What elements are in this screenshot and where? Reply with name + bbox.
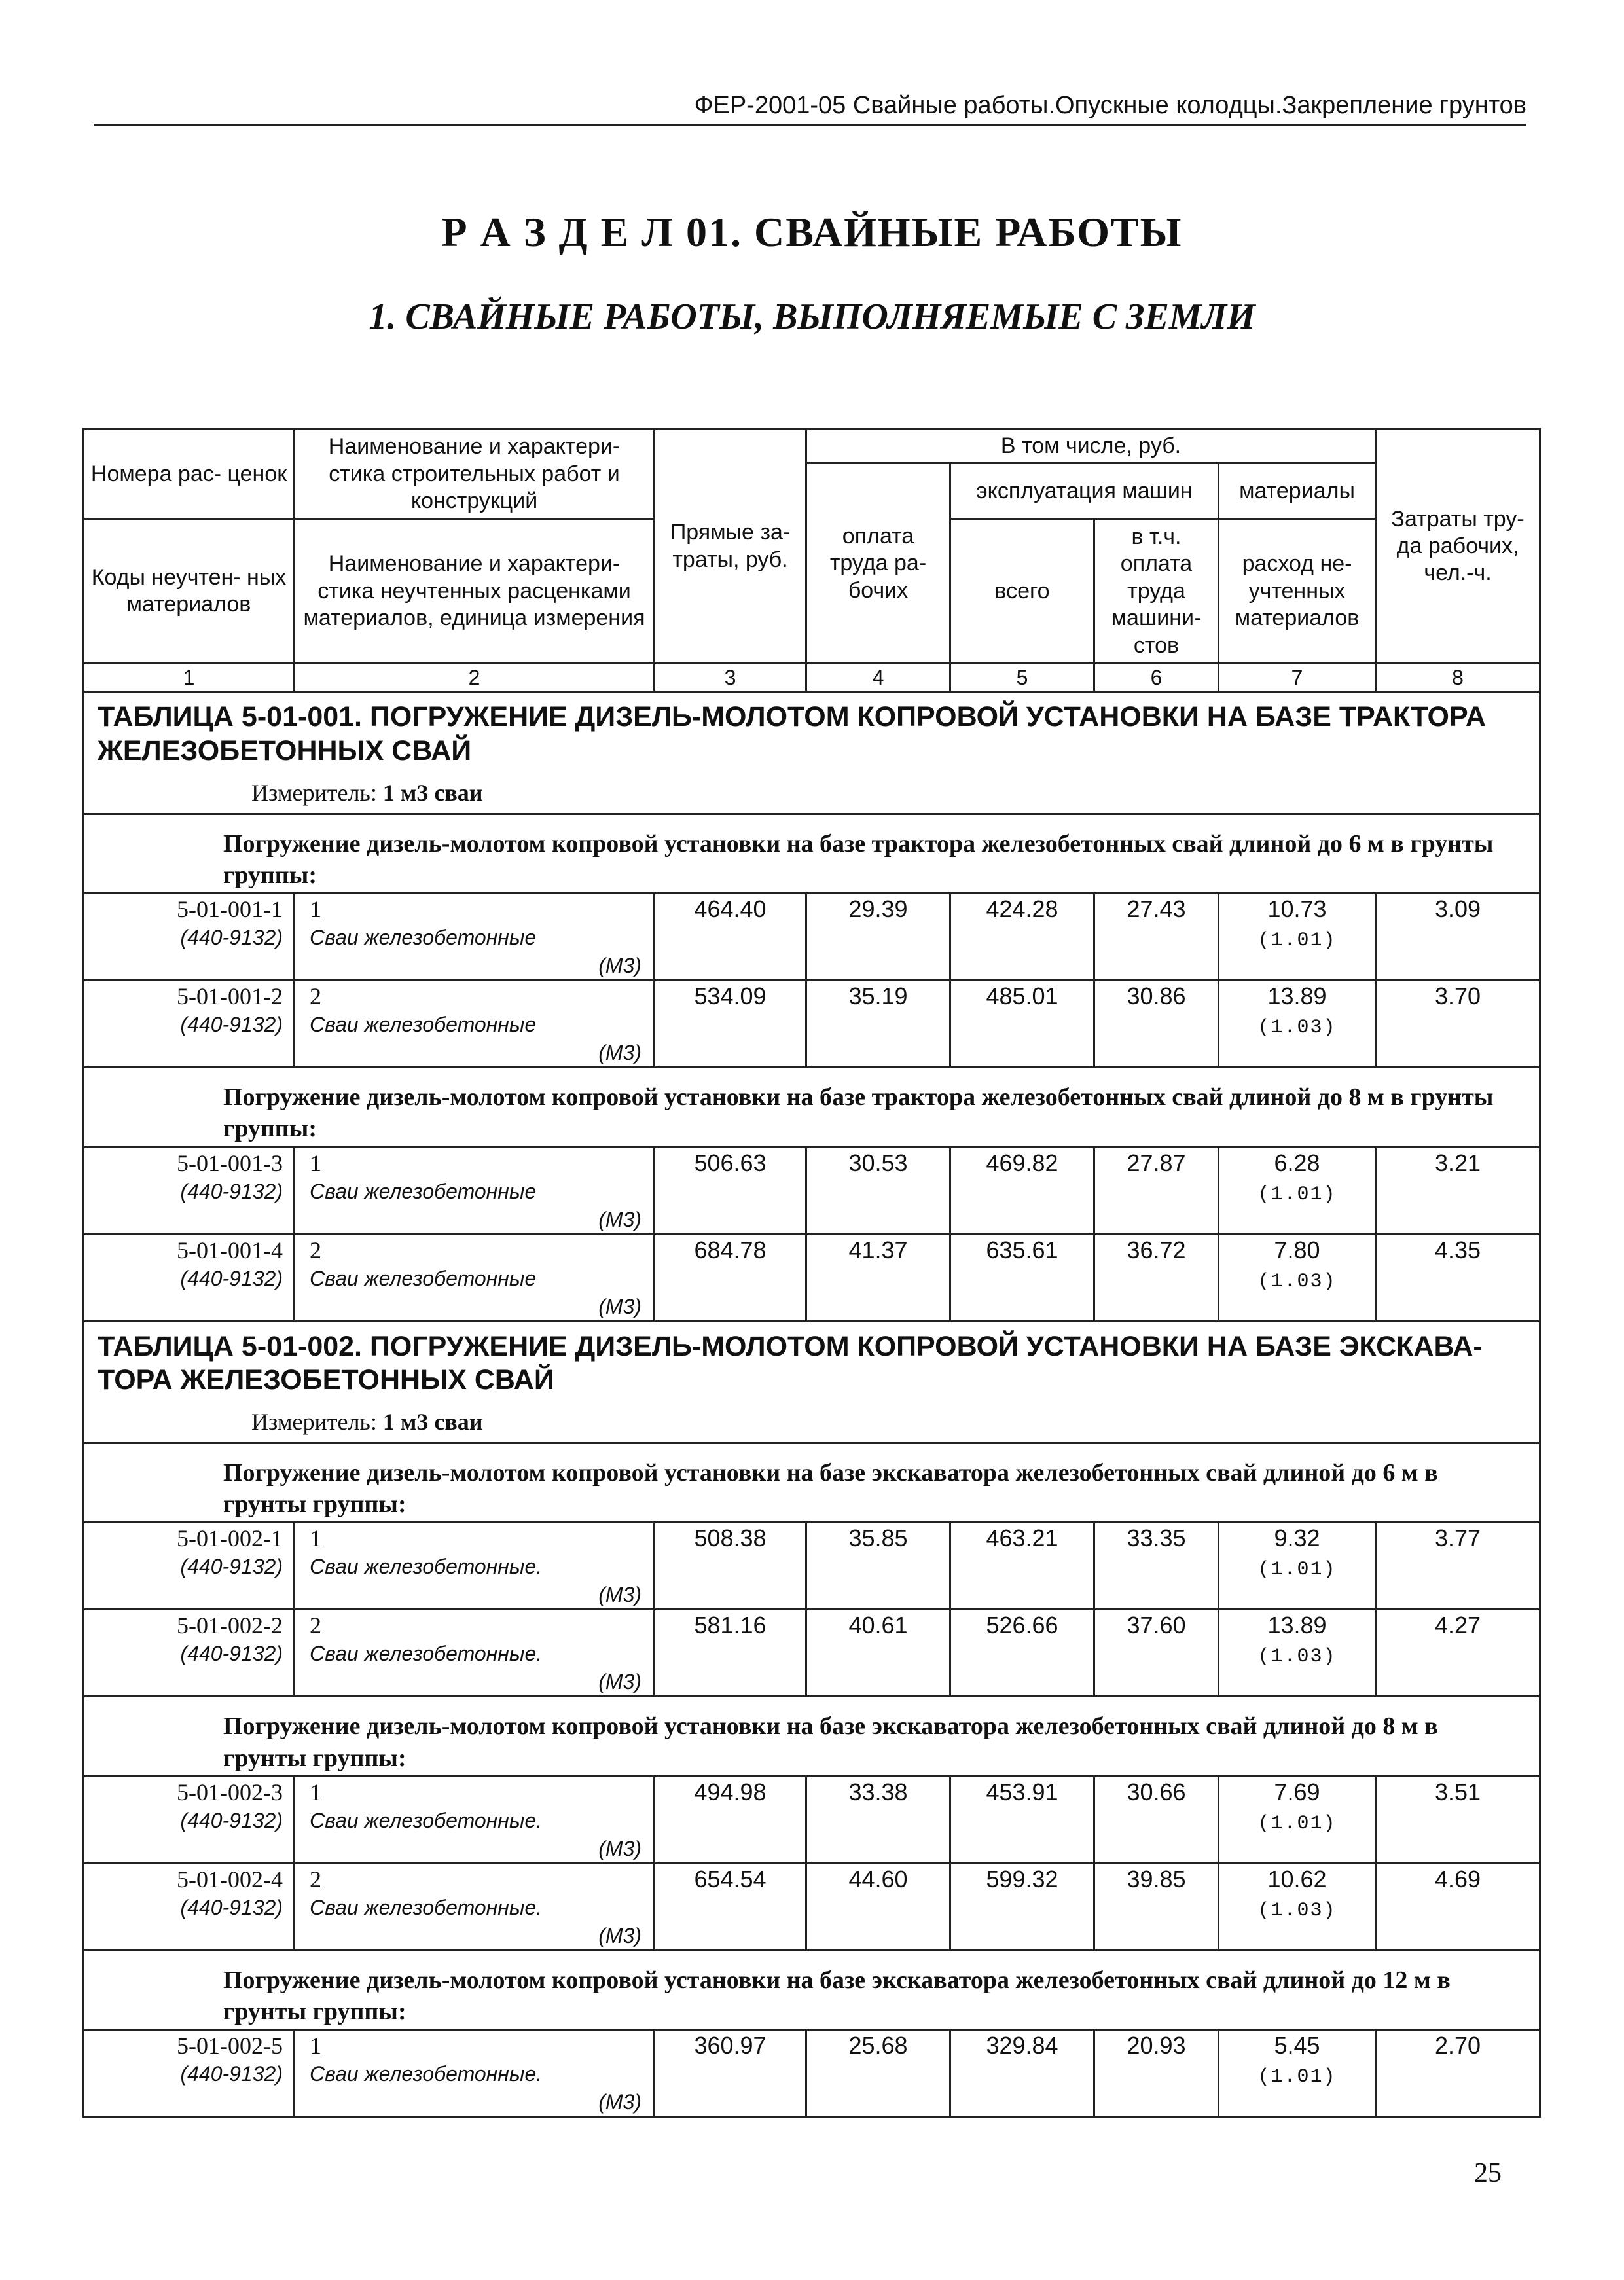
direct-costs: 360.97 <box>694 2032 767 2059</box>
material-name: Сваи железобетонные <box>310 1266 537 1290</box>
rate-code-cell <box>84 1523 295 1610</box>
material-quantity: (1.01) <box>1257 1559 1337 1582</box>
direct-costs-cell <box>655 1610 806 1697</box>
table-title: ТАБЛИЦА 5-01-001. ПОГРУЖЕНИЕ ДИЗЕЛЬ-МОЛОТОМ КОПРОВОЙ УСТАНОВКИ НА БАЗЕ ТРАКТОРА ЖЕЛЕЗОБЕТОННЫХ СВАЙ <box>98 701 1486 767</box>
operator-wages-cell <box>1094 1863 1219 1950</box>
materials-cell <box>1219 1523 1376 1610</box>
table-heading-cell <box>84 1321 1540 1443</box>
worker-wages: 25.68 <box>848 2032 908 2059</box>
operator-wages-cell <box>1094 2030 1219 2117</box>
material-unit: (М3) <box>598 1207 641 1231</box>
machines-total: 599.32 <box>986 1865 1058 1892</box>
soil-group: 2 <box>310 1612 321 1639</box>
worker-wages: 30.53 <box>848 1149 908 1176</box>
material-name: Сваи железобетонные <box>310 926 537 950</box>
rate-name-cell <box>295 1234 655 1321</box>
section-title: Р А З Д Е Л 01. СВАЙНЫЕ РАБОТЫ <box>441 209 1183 255</box>
worker-wages-cell <box>806 981 950 1068</box>
direct-costs-cell <box>655 1863 806 1950</box>
column-number: 3 <box>655 664 806 692</box>
material-unit: (М3) <box>598 1836 641 1860</box>
worker-wages: 29.39 <box>848 896 908 923</box>
rate-code-cell <box>84 1863 295 1950</box>
rate-code-cell <box>84 894 295 981</box>
labor-hours-cell <box>1376 1863 1540 1950</box>
machines-total-cell <box>950 2030 1094 2117</box>
rates-table <box>82 428 1541 2118</box>
material-name: Сваи железобетонные <box>310 1013 537 1037</box>
header-rate-numbers: Номера рас- ценок <box>84 429 295 519</box>
table-row <box>84 1863 1540 1950</box>
header-unaccounted-name: Наименование и характери- стика неучтенных расценками материалов, единица измерения <box>295 519 655 664</box>
operator-wages: 27.87 <box>1127 1149 1186 1176</box>
labor-hours: 3.70 <box>1435 983 1481 1010</box>
header-direct-costs: Прямые за- траты, руб. <box>655 429 806 664</box>
column-number: 6 <box>1094 664 1219 692</box>
material-unit: (М3) <box>598 1041 641 1065</box>
materials-cost: 5.45 <box>1274 2032 1320 2059</box>
materials-cost: 7.69 <box>1274 1778 1320 1805</box>
rate-code: 5-01-002-1 <box>177 1525 283 1552</box>
labor-hours: 4.35 <box>1435 1236 1481 1263</box>
material-unit: (М3) <box>598 954 641 978</box>
soil-group: 1 <box>310 896 321 923</box>
measure-label: Измеритель: <box>251 1408 377 1435</box>
column-number: 1 <box>84 664 295 692</box>
material-name: Сваи железобетонные <box>310 1179 537 1203</box>
material-code: (440-9132) <box>180 1808 283 1832</box>
material-code: (440-9132) <box>180 926 283 950</box>
material-quantity: (1.01) <box>1257 1812 1337 1835</box>
labor-hours-cell <box>1376 2030 1540 2117</box>
machines-total: 635.61 <box>986 1236 1058 1263</box>
rate-code-cell <box>84 1234 295 1321</box>
group-heading: Погружение дизель-молотом копровой установки на базе экскаватора железобетонных свай длиной до 6 м в грунты группы: <box>84 1443 1540 1523</box>
rate-code: 5-01-001-2 <box>177 983 283 1010</box>
material-code: (440-9132) <box>180 2062 283 2086</box>
direct-costs: 506.63 <box>694 1149 767 1176</box>
rate-name-cell <box>295 981 655 1068</box>
group-heading: Погружение дизель-молотом копровой установки на базе экскаватора железобетонных свай длиной до 8 м в грунты группы: <box>84 1697 1540 1777</box>
rate-name-cell <box>295 1776 655 1863</box>
direct-costs: 684.78 <box>694 1236 767 1263</box>
measure-label: Измеритель: <box>251 779 377 806</box>
worker-wages-cell <box>806 894 950 981</box>
running-header: ФЕР-2001-05 Свайные работы.Опускные колодцы.Закрепление грунтов <box>94 92 1526 126</box>
group-heading: Погружение дизель-молотом копровой установки на базе трактора железобетонных свай длиной до 6 м в грунты группы: <box>84 814 1540 894</box>
group-heading-row <box>84 814 1540 894</box>
worker-wages: 35.19 <box>848 983 908 1010</box>
worker-wages: 44.60 <box>848 1865 908 1892</box>
machines-total: 469.82 <box>986 1149 1058 1176</box>
rate-code: 5-01-002-3 <box>177 1779 283 1805</box>
table-row <box>84 1610 1540 1697</box>
direct-costs: 508.38 <box>694 1525 767 1552</box>
rate-code: 5-01-001-4 <box>177 1237 283 1263</box>
material-unit: (М3) <box>598 1923 641 1947</box>
direct-costs-cell <box>655 2030 806 2117</box>
materials-cell <box>1219 1147 1376 1234</box>
header-including-group: В том числе, руб. <box>806 429 1376 463</box>
material-quantity: (1.03) <box>1257 1017 1337 1040</box>
table-row <box>84 1523 1540 1610</box>
worker-wages: 33.38 <box>848 1778 908 1805</box>
operator-wages: 20.93 <box>1127 2032 1186 2059</box>
labor-hours-cell <box>1376 1776 1540 1863</box>
operator-wages-cell <box>1094 1147 1219 1234</box>
material-quantity: (1.03) <box>1257 1899 1337 1922</box>
rate-code-cell <box>84 1147 295 1234</box>
materials-cell <box>1219 894 1376 981</box>
subsection-title: 1. СВАЙНЫЕ РАБОТЫ, ВЫПОЛНЯЕМЫЕ С ЗЕМЛИ <box>369 297 1255 337</box>
machines-total-cell <box>950 1234 1094 1321</box>
operator-wages-cell <box>1094 1776 1219 1863</box>
header-materials: материалы <box>1219 463 1376 519</box>
operator-wages: 37.60 <box>1127 1612 1186 1639</box>
machines-total: 453.91 <box>986 1778 1058 1805</box>
labor-hours: 3.77 <box>1435 1525 1481 1552</box>
direct-costs-cell <box>655 1234 806 1321</box>
material-name: Сваи железобетонные. <box>310 1895 543 1919</box>
group-heading-row <box>84 1068 1540 1148</box>
group-heading: Погружение дизель-молотом копровой установки на базе трактора железобетонных свай длиной до 8 м в грунты группы: <box>84 1068 1540 1148</box>
header-labor-hours: Затраты тру- да рабочих, чел.-ч. <box>1376 429 1540 664</box>
column-number: 8 <box>1376 664 1540 692</box>
worker-wages-cell <box>806 1776 950 1863</box>
material-name: Сваи железобетонные. <box>310 1555 543 1579</box>
rate-code: 5-01-002-4 <box>177 1866 283 1892</box>
materials-cost: 6.28 <box>1274 1149 1320 1176</box>
material-code: (440-9132) <box>180 1555 283 1579</box>
labor-hours: 4.27 <box>1435 1612 1481 1639</box>
direct-costs-cell <box>655 1147 806 1234</box>
header-unaccounted-consumption: расход не- учтенных материалов <box>1219 519 1376 664</box>
rate-code-cell <box>84 981 295 1068</box>
column-number-row <box>84 664 1540 692</box>
rate-name-cell <box>295 1610 655 1697</box>
table-row <box>84 894 1540 981</box>
operator-wages-cell <box>1094 1234 1219 1321</box>
material-name: Сваи железобетонные. <box>310 2062 543 2086</box>
machines-total-cell <box>950 894 1094 981</box>
material-unit: (М3) <box>598 1583 641 1607</box>
page-number: 25 <box>1474 2158 1502 2188</box>
materials-cost: 13.89 <box>1267 1612 1327 1639</box>
materials-cost: 10.73 <box>1267 896 1327 923</box>
materials-cost: 9.32 <box>1274 1525 1320 1552</box>
worker-wages-cell <box>806 1147 950 1234</box>
machines-total: 424.28 <box>986 896 1058 923</box>
material-unit: (М3) <box>598 1670 641 1694</box>
labor-hours: 4.69 <box>1435 1865 1481 1892</box>
material-code: (440-9132) <box>180 1895 283 1919</box>
materials-cell <box>1219 1863 1376 1950</box>
header-unaccounted-codes: Коды неучтен- ных материалов <box>84 519 295 664</box>
materials-cell <box>1219 1234 1376 1321</box>
operator-wages: 36.72 <box>1127 1236 1186 1263</box>
material-quantity: (1.03) <box>1257 1270 1337 1293</box>
table-row <box>84 1776 1540 1863</box>
material-unit: (М3) <box>598 2090 641 2114</box>
machines-total-cell <box>950 1523 1094 1610</box>
soil-group: 1 <box>310 1779 321 1805</box>
materials-cell <box>1219 1610 1376 1697</box>
soil-group: 1 <box>310 1149 321 1176</box>
labor-hours-cell <box>1376 894 1540 981</box>
labor-hours-cell <box>1376 1147 1540 1234</box>
rate-code: 5-01-001-3 <box>177 1149 283 1176</box>
measure-value: 1 м3 сваи <box>382 779 483 806</box>
group-heading-row <box>84 1950 1540 2030</box>
material-quantity: (1.01) <box>1257 930 1337 952</box>
rate-name-cell <box>295 1147 655 1234</box>
header-work-name: Наименование и характери- стика строительных работ и конструкций <box>295 429 655 519</box>
table-row <box>84 1147 1540 1234</box>
material-unit: (М3) <box>598 1294 641 1318</box>
materials-cell <box>1219 1776 1376 1863</box>
group-heading-row <box>84 1443 1540 1523</box>
direct-costs: 581.16 <box>694 1612 767 1639</box>
operator-wages: 30.86 <box>1127 983 1186 1010</box>
material-code: (440-9132) <box>180 1266 283 1290</box>
material-code: (440-9132) <box>180 1642 283 1666</box>
group-heading: Погружение дизель-молотом копровой установки на базе экскаватора железобетонных свай длиной до 12 м в грунты группы: <box>84 1950 1540 2030</box>
measure-value: 1 м3 сваи <box>382 1408 483 1435</box>
direct-costs: 654.54 <box>694 1865 767 1892</box>
group-heading-row <box>84 1697 1540 1777</box>
rate-code: 5-01-002-2 <box>177 1612 283 1639</box>
worker-wages: 41.37 <box>848 1236 908 1263</box>
header-machines-total: всего <box>950 519 1094 664</box>
direct-costs-cell <box>655 1523 806 1610</box>
machines-total: 463.21 <box>986 1525 1058 1552</box>
labor-hours: 3.51 <box>1435 1778 1481 1805</box>
material-name: Сваи железобетонные. <box>310 1808 543 1832</box>
machines-total-cell <box>950 1147 1094 1234</box>
machines-total: 329.84 <box>986 2032 1058 2059</box>
table-heading-cell <box>84 692 1540 814</box>
rate-code-cell <box>84 1776 295 1863</box>
table-row <box>84 981 1540 1068</box>
table-row <box>84 1234 1540 1321</box>
materials-cost: 7.80 <box>1274 1236 1320 1263</box>
soil-group: 2 <box>310 1866 321 1892</box>
materials-cost: 10.62 <box>1267 1865 1327 1892</box>
table-row <box>84 2030 1540 2117</box>
soil-group: 2 <box>310 1237 321 1263</box>
worker-wages-cell <box>806 1234 950 1321</box>
operator-wages: 27.43 <box>1127 896 1186 923</box>
direct-costs: 534.09 <box>694 983 767 1010</box>
material-name: Сваи железобетонные. <box>310 1642 543 1666</box>
materials-cell <box>1219 2030 1376 2117</box>
rate-code-cell <box>84 1610 295 1697</box>
table-heading-row <box>84 692 1540 814</box>
column-number: 5 <box>950 664 1094 692</box>
worker-wages-cell <box>806 1610 950 1697</box>
material-quantity: (1.01) <box>1257 1183 1337 1206</box>
rate-name-cell <box>295 2030 655 2117</box>
material-quantity: (1.01) <box>1257 2066 1337 2089</box>
worker-wages: 35.85 <box>848 1525 908 1552</box>
operator-wages: 30.66 <box>1127 1778 1186 1805</box>
labor-hours: 2.70 <box>1435 2032 1481 2059</box>
header-operator-wages: в т.ч. оплата труда машини- стов <box>1094 519 1219 664</box>
machines-total: 526.66 <box>986 1612 1058 1639</box>
direct-costs-cell <box>655 981 806 1068</box>
worker-wages: 40.61 <box>848 1612 908 1639</box>
direct-costs-cell <box>655 894 806 981</box>
direct-costs-cell <box>655 1776 806 1863</box>
operator-wages-cell <box>1094 894 1219 981</box>
materials-cost: 13.89 <box>1267 983 1327 1010</box>
table-measure <box>98 1408 1526 1436</box>
worker-wages-cell <box>806 2030 950 2117</box>
rate-code: 5-01-001-1 <box>177 896 283 923</box>
machines-total-cell <box>950 981 1094 1068</box>
operator-wages-cell <box>1094 1523 1219 1610</box>
operator-wages: 33.35 <box>1127 1525 1186 1552</box>
operator-wages: 39.85 <box>1127 1865 1186 1892</box>
rate-code-cell <box>84 2030 295 2117</box>
worker-wages-cell <box>806 1863 950 1950</box>
column-number: 2 <box>295 664 655 692</box>
labor-hours: 3.21 <box>1435 1149 1481 1176</box>
material-code: (440-9132) <box>180 1179 283 1203</box>
column-number: 7 <box>1219 664 1376 692</box>
table-heading-row <box>84 1321 1540 1443</box>
labor-hours: 3.09 <box>1435 896 1481 923</box>
labor-hours-cell <box>1376 1523 1540 1610</box>
direct-costs: 464.40 <box>694 896 767 923</box>
labor-hours-cell <box>1376 1610 1540 1697</box>
direct-costs: 494.98 <box>694 1778 767 1805</box>
worker-wages-cell <box>806 1523 950 1610</box>
rate-name-cell <box>295 1863 655 1950</box>
rate-name-cell <box>295 1523 655 1610</box>
labor-hours-cell <box>1376 981 1540 1068</box>
machines-total-cell <box>950 1610 1094 1697</box>
operator-wages-cell <box>1094 1610 1219 1697</box>
header-worker-wages: оплата труда ра- бочих <box>806 463 950 664</box>
machines-total: 485.01 <box>986 983 1058 1010</box>
soil-group: 1 <box>310 1525 321 1552</box>
materials-cell <box>1219 981 1376 1068</box>
labor-hours-cell <box>1376 1234 1540 1321</box>
operator-wages-cell <box>1094 981 1219 1068</box>
table-title: ТАБЛИЦА 5-01-002. ПОГРУЖЕНИЕ ДИЗЕЛЬ-МОЛОТОМ КОПРОВОЙ УСТАНОВКИ НА БАЗЕ ЭКСКАВА- ТОРА ЖЕЛЕЗОБЕТОННЫХ СВАЙ <box>98 1330 1483 1396</box>
column-number: 4 <box>806 664 950 692</box>
machines-total-cell <box>950 1863 1094 1950</box>
machines-total-cell <box>950 1776 1094 1863</box>
material-quantity: (1.03) <box>1257 1646 1337 1669</box>
soil-group: 2 <box>310 983 321 1010</box>
soil-group: 1 <box>310 2033 321 2059</box>
rate-name-cell <box>295 894 655 981</box>
rate-code: 5-01-002-5 <box>177 2033 283 2059</box>
header-machine-operation: эксплуатация машин <box>950 463 1219 519</box>
table-measure <box>98 779 1526 806</box>
material-code: (440-9132) <box>180 1013 283 1037</box>
